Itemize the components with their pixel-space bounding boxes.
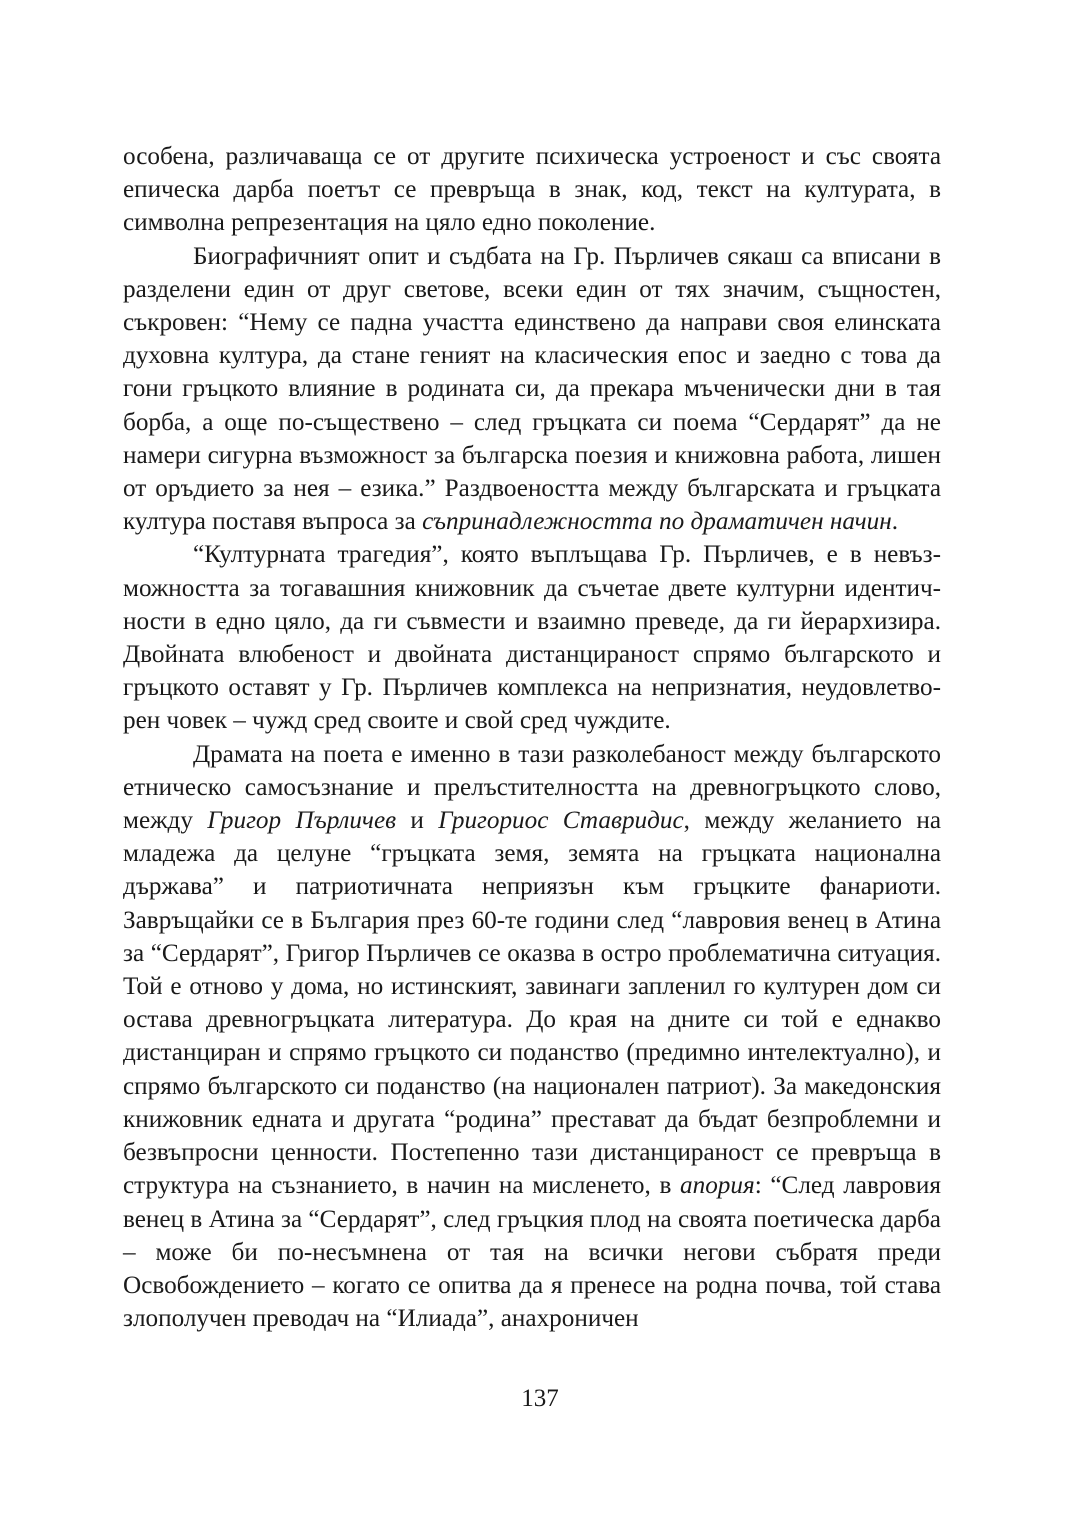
text-run: , между желанието на младежа да целуне “гръцката земя, земята на гръцката национална държава” и патриотичната неприязън към гръцките фанариоти. Завръщайки се в България през 60-те години след “лавровия венец в Атина за “Сердарят”, Григор Пърличев се оказва в остро проблематична ситуация. Той е отново у дома, но истинският, завинаги запленил го културен дом си остава древногръцката литература. До края на дните си той е еднакво дистанциран и спрямо гръцкото си поданство (предимно интелектуално), и спрямо българското си поданство (на национален патриот). За македонския книжовник едната и другата “родина” престават да бъдат безпроблемни и безвъпросни ценности. Постепенно тази дистанцираност се превръща в структура на съзнанието, в начин на мисленето, в	[123, 807, 941, 1200]
text-run: : “След лавровия венец в Атина за “Сердарят”, след гръцкия плод на своята поетическа дарба – може би по-несъмнена от тая на всички негови събратя преди Освобождението – когато се опитва да я пренесе на родна почва, той става злополучен преводач на “Илиада”, анахроничен	[123, 1172, 941, 1333]
text-run: Биографичният опит и съдбата на Гр. Пърличев сякаш са вписани в разделени един от друг светове, всеки един от тях значим, същностен, съкровен: “Нему се падна участта единствено да направи своя елинската духовна култура, да стане геният на класическия епос и заедно с това да гони гръцкото влияние в родината си, да прекара мъченически дни в тая борба, а още по-съществено – след гръцката си поема “Сердарят” да не намери сигурна възможност за българска поезия и книжовна работа, лишен от оръдието за нея – езика.” Раздвоеността между българската и гръцката култура поставя въпроса за	[123, 242, 941, 536]
text-run: и	[396, 807, 439, 835]
emphasized-text: апория	[680, 1172, 755, 1200]
text-run: “Културната трагедия”, която въплъщава Гр. Пърличев, е в невъзможността за тогавашния книжовник да съчетае двете културни идентичности в едно цяло, да ги съвмести и взаимно преведе, да ги йерархизира. Двойната влюбеност и двойната дистанцираност спрямо българското и гръцкото оставят у Гр. Пърличев комплекса на непризнатия, неудовлетворен човек – чужд сред своите и свой сред чуждите.	[123, 541, 941, 735]
paragraph	[123, 240, 941, 539]
paragraph	[123, 538, 941, 737]
emphasized-text: Григор Пърличев	[207, 807, 397, 835]
paragraph	[123, 738, 941, 1336]
emphasized-text: Григориос Ставридис	[438, 807, 684, 835]
text-run: .	[891, 508, 899, 536]
text-run: особена, различаваща се от другите психическа устроеност и със своята епическа дарба поетът се превръща в знак, код, текст на културата, в символна репрезентация на цяло едно поколение.	[123, 143, 941, 237]
page-body	[123, 140, 941, 1410]
emphasized-text: съпринадлежността по драматичен начин	[422, 508, 892, 536]
text-run: Драмата на поета е именно в тази разколебаност между българското етническо самосъзнание и прелъстителността на древногръцкото слово, между	[123, 740, 941, 835]
paragraph	[123, 140, 941, 240]
page-number: 137	[521, 1385, 559, 1412]
